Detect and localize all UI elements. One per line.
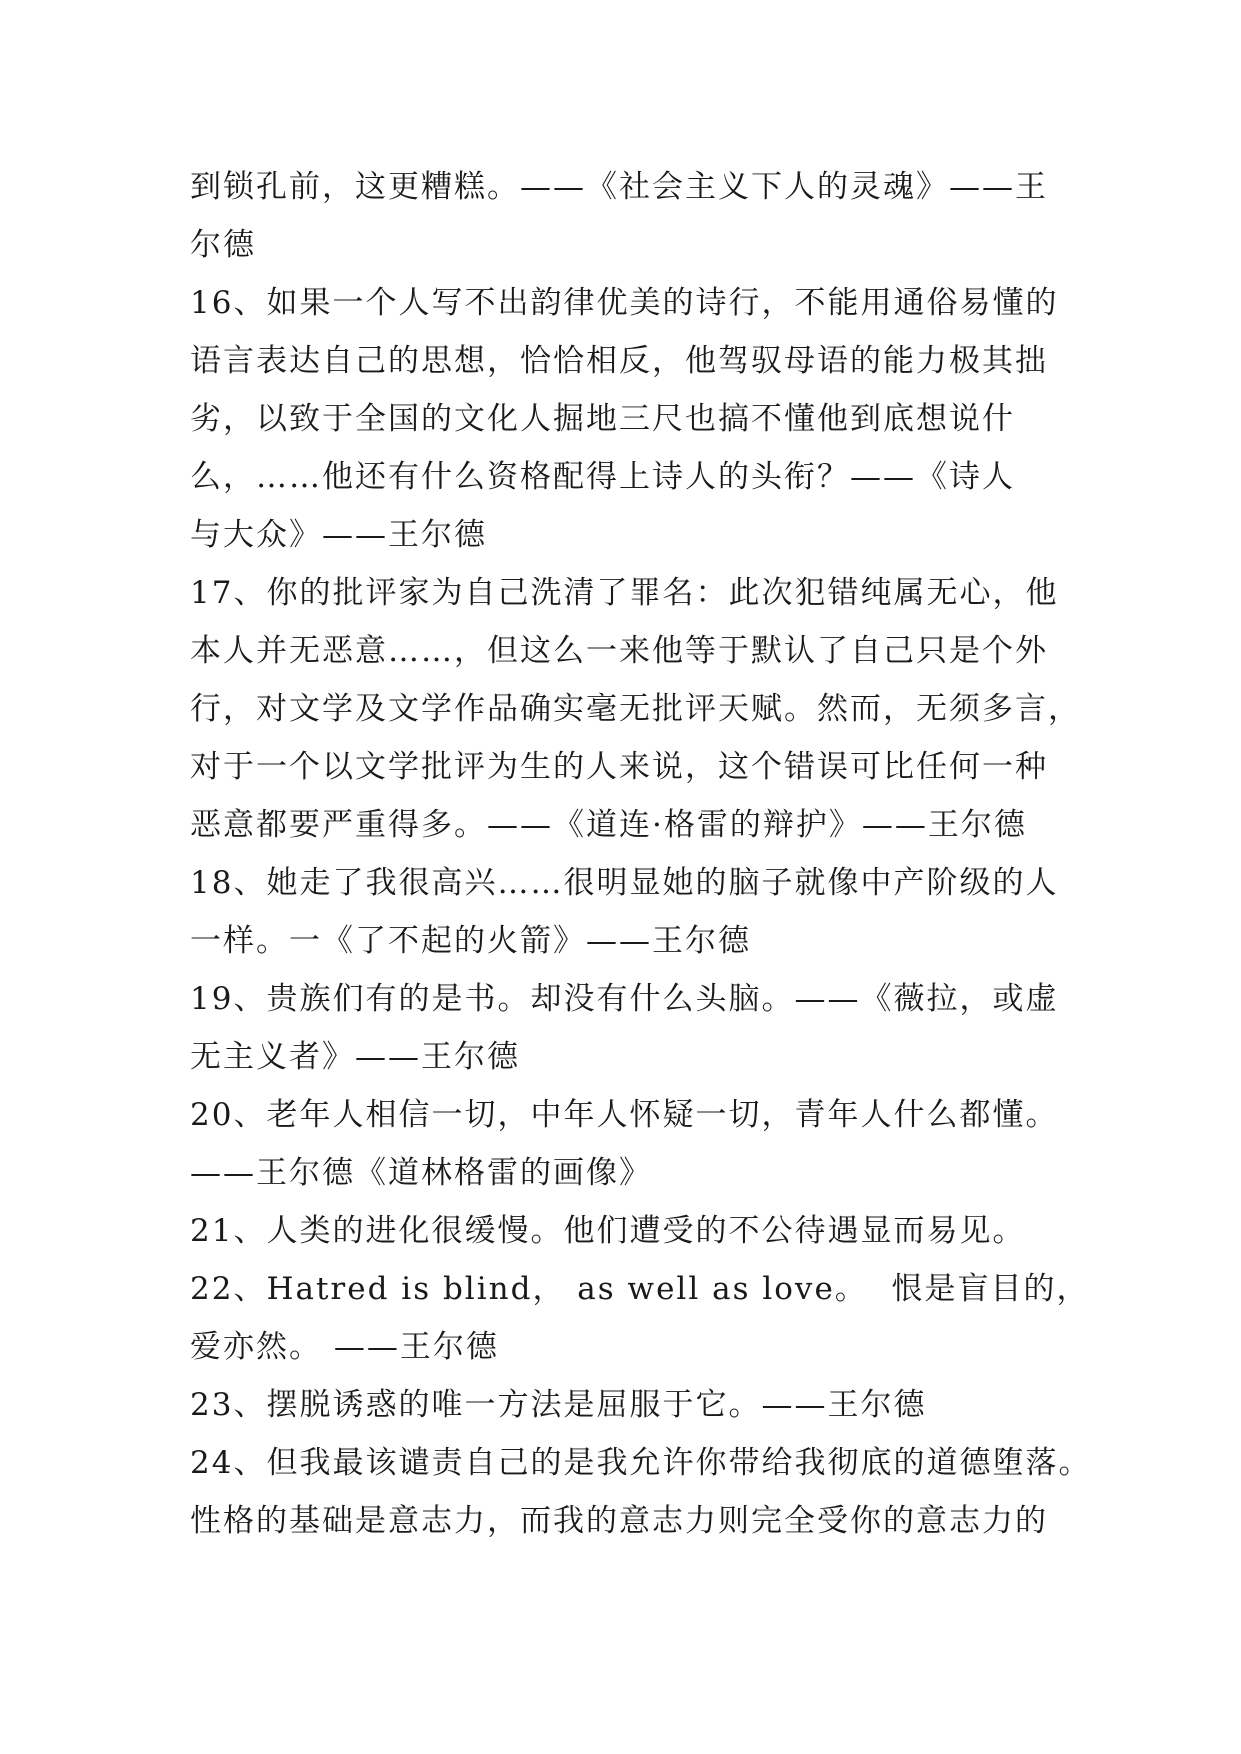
- text-line: 到锁孔前，这更糟糕。——《社会主义下人的灵魂》——王: [190, 169, 1048, 205]
- text-line: 行，对文学及文学作品确实毫无批评天赋。然而，无须多言，: [190, 691, 1081, 727]
- text-line: 一样。一《了不起的火箭》——王尔德: [190, 923, 751, 959]
- text-line: 23、摆脱诱惑的唯一方法是屈服于它。——王尔德: [190, 1387, 927, 1423]
- text-line: ——王尔德《道林格雷的画像》: [190, 1155, 652, 1191]
- text-line: 与大众》——王尔德: [190, 517, 487, 553]
- text-line: 无主义者》——王尔德: [190, 1039, 520, 1075]
- text-line: 恶意都要严重得多。——《道连·格雷的辩护》——王尔德: [190, 807, 1027, 843]
- text-line: 尔德: [190, 227, 256, 263]
- text-line: 20、老年人相信一切，中年人怀疑一切，青年人什么都懂。: [190, 1097, 1059, 1133]
- text-line: 对于一个以文学批评为生的人来说，这个错误可比任何一种: [190, 749, 1048, 785]
- text-line: 21、人类的进化很缓慢。他们遭受的不公待遇显而易见。: [190, 1213, 1026, 1249]
- text-line: 19、贵族们有的是书。却没有什么头脑。——《薇拉，或虚: [190, 981, 1059, 1017]
- text-line: 劣，以致于全国的文化人掘地三尺也搞不懂他到底想说什: [190, 401, 1015, 437]
- text-line: 18、她走了我很高兴……很明显她的脑子就像中产阶级的人: [190, 865, 1059, 901]
- text-line: 22、Hatred is blind， as well as love。 恨是盲目的，: [190, 1271, 1090, 1307]
- text-line: 么，……他还有什么资格配得上诗人的头衔？——《诗人: [190, 459, 1015, 495]
- text-line: 16、如果一个人写不出韵律优美的诗行，不能用通俗易懂的: [190, 285, 1059, 321]
- text-line: 语言表达自己的思想，恰恰相反，他驾驭母语的能力极其拙: [190, 343, 1048, 379]
- quote-text-block: [190, 158, 1092, 1550]
- text-line: 本人并无恶意……，但这么一来他等于默认了自己只是个外: [190, 633, 1048, 669]
- text-line: 24、但我最该谴责自己的是我允许你带给我彻底的道德堕落。: [190, 1445, 1092, 1481]
- text-line: 性格的基础是意志力，而我的意志力则完全受你的意志力的: [190, 1503, 1048, 1539]
- text-line: 17、你的批评家为自己洗清了罪名：此次犯错纯属无心，他: [190, 575, 1059, 611]
- text-line: 爱亦然。 ——王尔德: [190, 1329, 499, 1365]
